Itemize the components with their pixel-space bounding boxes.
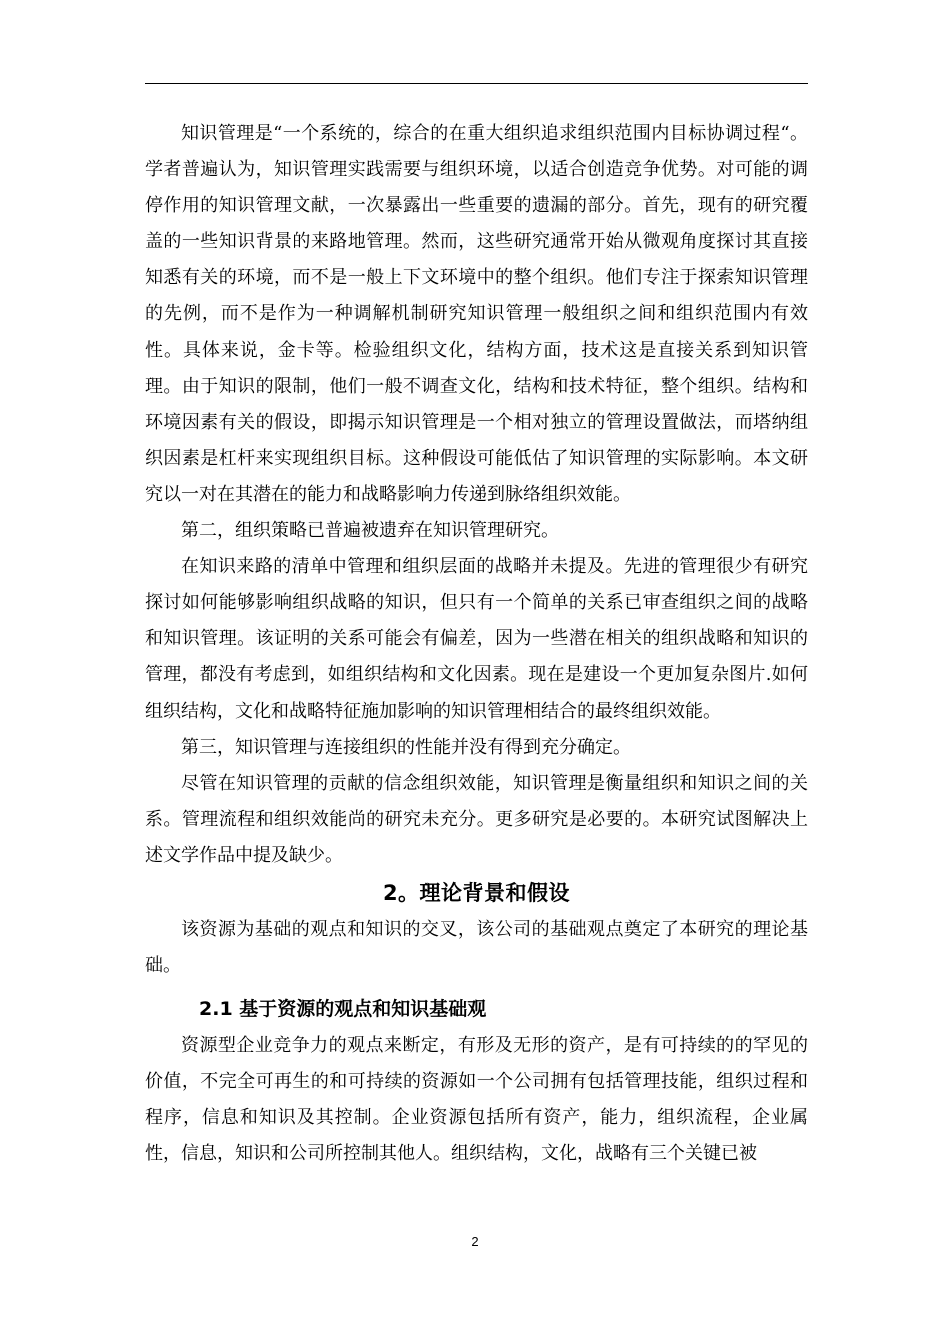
paragraph-third-point: 第三，知识管理与连接组织的性能并没有得到充分确定。 [181, 736, 631, 758]
section-heading: 2。理论背景和假设 [382, 880, 571, 905]
paragraph-km-definition: 知识管理是“一个系统的，综合的在重大组织追求组织范围内目标协调过程“。学者普遍认为，知识管理实践需要与组织环境，以适合创造竞争优势。对可能的调停作用的知识管理文献，一次暴露出一些重要的遗漏的部分。首先，现有的研究覆盖的一些知识背景的来路地管理。然而，这些研究通常开始从微观角度探讨其直接知悉有关的环境，而不是一般上下文环境中的整个组织。他们专注于探索知识管理的先例，而不是作为一种调解机制研究知识管理一般组织之间和组织范围内有效性。具体来说，金卡等。检验组织文化，结构方面，技术这是直接关系到知识管理。由于知识的限制，他们一般不调查文化，结构和技术特征，整个组织。结构和环境因素有关的假设，即揭示知识管理是一个相对独立的管理设置做法，而塔纳组织因素是杠杆来实现组织目标。这种假设可能低估了知识管理的实际影响。本文研究以一对在其潜在的能力和战略影响力传递到脉络组织效能。 [145, 123, 808, 505]
section-intro-paragraph: 该资源为基础的观点和知识的交叉，该公司的基础观点奠定了本研究的理论基础。 [145, 918, 808, 977]
subsection-paragraph: 资源型企业竞争力的观点来断定，有形及无形的资产，是有可持续的的罕见的价值，不完全可再生的和可持续的资源如一个公司拥有包括管理技能，组织过程和程序，信息和知识及其控制。企业资源包括所有资产，能力，组织流程，企业属性，信息，知识和公司所控制其他人。组织结构，文化，战略有三个关键已被 [145, 1035, 808, 1165]
body-text [145, 116, 808, 1173]
paragraph-contribution: 尽管在知识管理的贡献的信念组织效能，知识管理是衡量组织和知识之间的关系。管理流程和组织效能尚的研究未充分。更多研究是必要的。本研究试图解决上述文学作品中提及缺少。 [145, 772, 808, 866]
page-number: 2 [471, 1234, 479, 1249]
header-rule [145, 83, 808, 84]
paragraph-strategy: 在知识来路的清单中管理和组织层面的战略并未提及。先进的管理很少有研究探讨如何能够影响组织战略的知识，但只有一个简单的关系已审查组织之间的战略和知识管理。该证明的关系可能会有偏差，因为一些潜在相关的组织战略和知识的管理，都没有考虑到，如组织结构和文化因素。现在是建设一个更加复杂图片.如何组织结构，文化和战略特征施加影响的知识管理相结合的最终组织效能。 [145, 556, 808, 722]
subsection-heading: 2.1 基于资源的观点和知识基础观 [199, 998, 487, 1021]
paragraph-second-point: 第二，组织策略已普遍被遗弃在知识管理研究。 [181, 520, 559, 542]
